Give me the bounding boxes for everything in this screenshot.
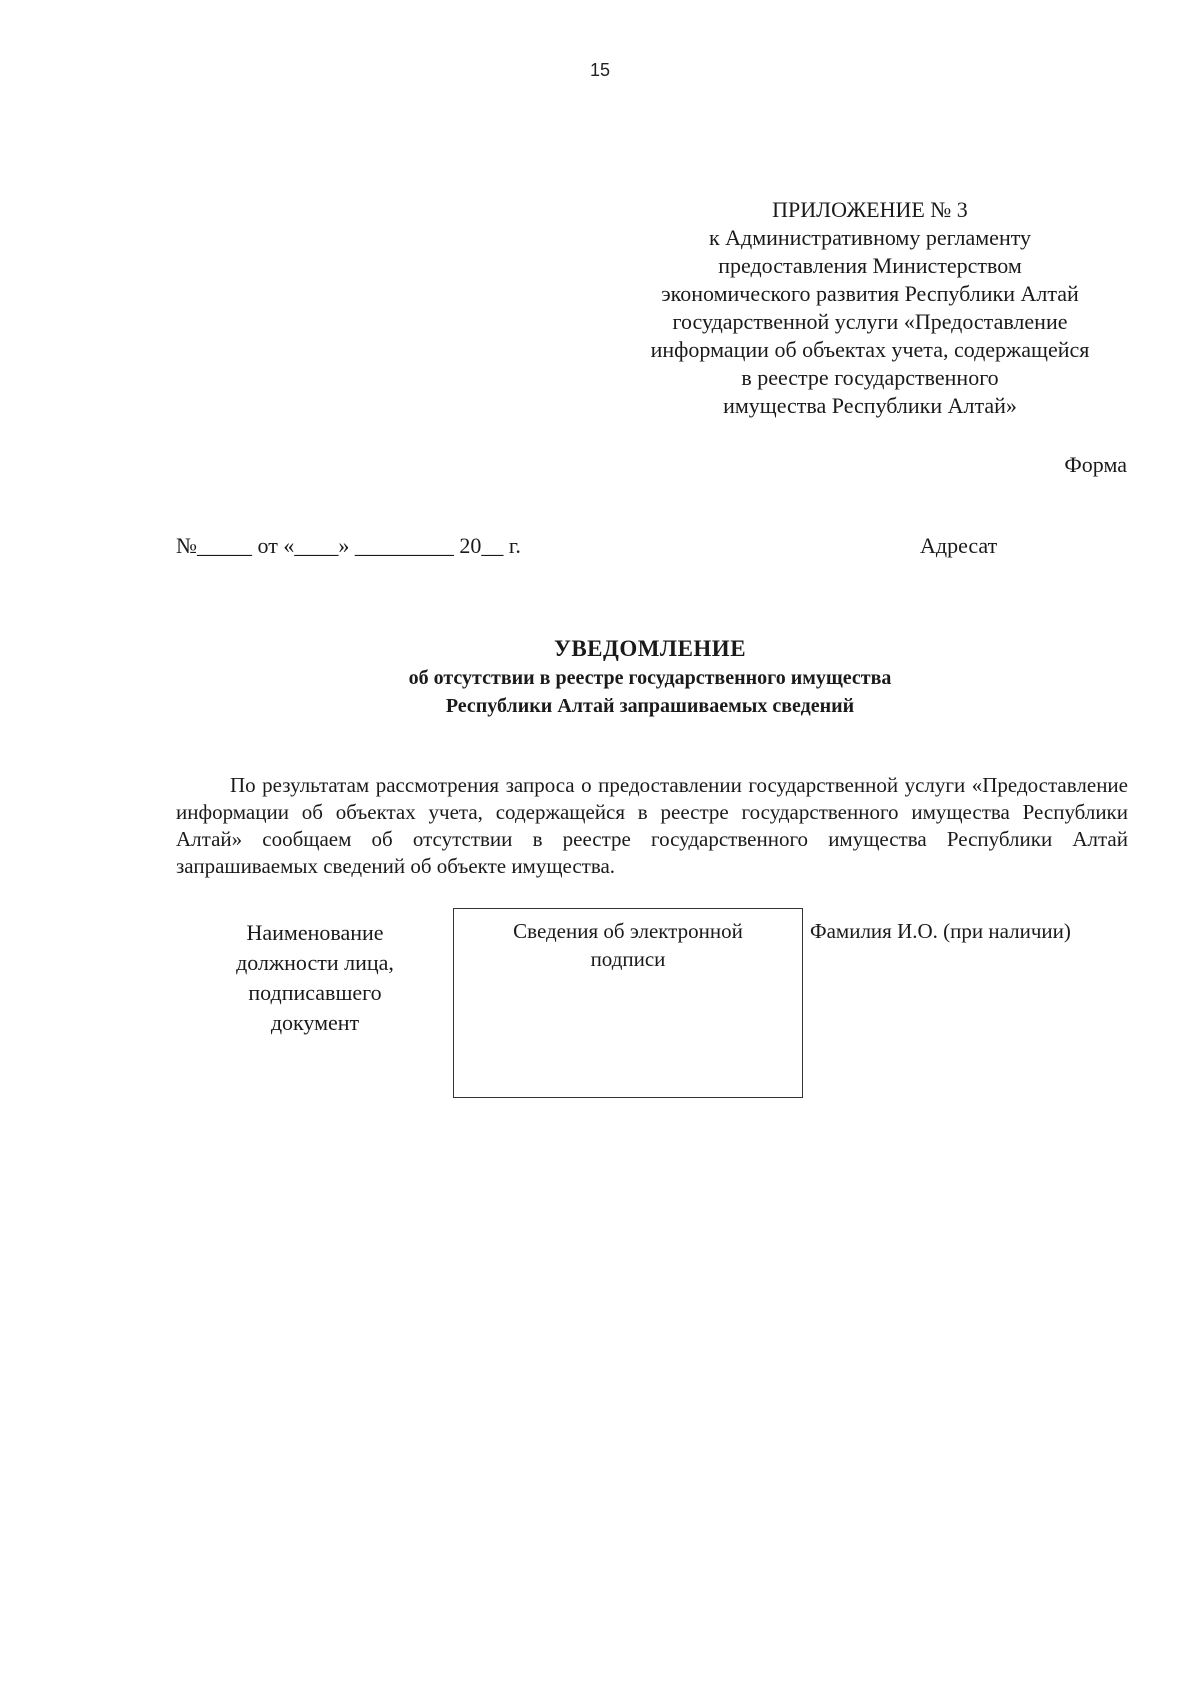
- signature-box-line: Сведения об электронной: [513, 919, 743, 943]
- appendix-line: экономического развития Республики Алтай: [661, 281, 1079, 306]
- title-main: УВЕДОМЛЕНИЕ: [553, 636, 747, 661]
- appendix-line: предоставления Министерством: [718, 253, 1022, 278]
- appendix-line: государственной услуги «Предоставление: [672, 309, 1068, 334]
- electronic-signature-box: [453, 908, 803, 1098]
- signature-box-line: подписи: [590, 947, 666, 971]
- title-subtitle-line: Республики Алтай запрашиваемых сведений: [445, 695, 855, 717]
- signer-name: Фамилия И.О. (при наличии): [810, 919, 1071, 943]
- signer-position-line: документ: [270, 1010, 360, 1035]
- signer-position-line: подписавшего: [248, 980, 382, 1005]
- appendix-line: имущества Республики Алтай»: [723, 393, 1017, 418]
- title-subtitle-line: об отсутствии в реестре государственного имущества: [408, 667, 892, 689]
- appendix-line: информации об объектах учета, содержащейся: [650, 337, 1090, 362]
- signer-position: [200, 918, 430, 1038]
- appendix-header: [610, 196, 1130, 420]
- electronic-signature-label: [454, 917, 802, 973]
- signer-position-line: должности лица,: [236, 950, 394, 975]
- signer-position-line: Наименование: [246, 920, 384, 945]
- document-number-date-line: №_____ от «____» _________ 20__ г.: [176, 533, 521, 558]
- body-paragraph: По результатам рассмотрения запроса о предоставлении государственной услуги «Предоставление информации об объектах учета, содержащейся в реестре государственного имущества Республики Алтай» сообщаем об отсутствии в реестре государственного имущества Республики Алтай запрашиваемых сведений об объекте имущества.: [176, 773, 1128, 878]
- addressee-label: Адресат: [920, 533, 998, 558]
- page-number: 15: [589, 60, 611, 80]
- appendix-line: к Административному регламенту: [708, 225, 1032, 250]
- appendix-line: в реестре государственного: [741, 365, 999, 390]
- appendix-line: ПРИЛОЖЕНИЕ № 3: [772, 197, 968, 222]
- form-label: Форма: [1064, 452, 1127, 477]
- notification-title: [0, 634, 1200, 720]
